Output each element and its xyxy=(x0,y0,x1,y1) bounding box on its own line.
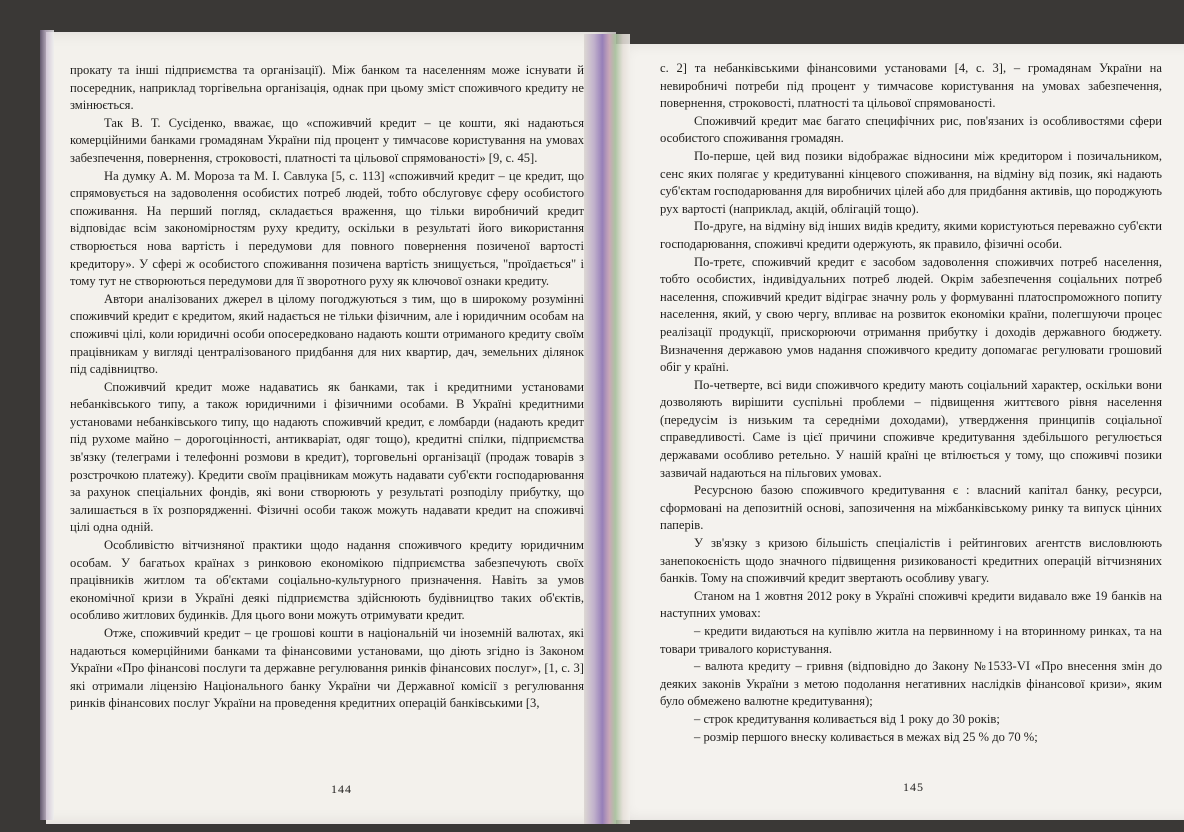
paragraph: Отже, споживчий кредит – це грошові кошти в національній чи іноземній валютах, які надаються комерційними банками та фінансовими установами, що діють згідно із Законом України «Про фінансові послуги та державне регулювання ринків фінансових послуг», [1, с. 3] які отримали ліцензію Національного банку України чи Державної комісії з регулювання ринків фінансових послуг України на проведення кредитних операцій банківськими [3, xyxy=(70,626,584,711)
paragraph: Ресурсною базою споживчого кредитування є : власний капітал банку, ресурси, сформовані на депозитній основі, запозичення на міжбанківському ринку та випуск цінних паперів. xyxy=(660,483,1162,533)
paragraph: Споживчий кредит може надаватись як банками, так і кредитними установами небанківського типу, а також юридичними і фізичними особами. В Україні кредитними установами небанківського типу, що надають споживчий кредит, є ломбарди (надають кредит під рухоме майно – дорогоцінності, антикваріат, одяг тощо), кредитні спілки, підприємства зв'язку (телеграми і телефонні розмови в кредит), торговельні організації (продаж товарів з розстрочкою платежу). Кредити своїм працівникам можуть надавати суб'єкти господарювання за рахунок спеціальних фондів, які вони створюють у результаті розподілу прибутку, що залишається в їх розпорядженні. Фізичні особи також можуть надавати кредит на споживчі цілі одна одній. xyxy=(70,379,584,535)
page-edge-shadow xyxy=(40,30,54,820)
paragraph: По-четверте, всі види споживчого кредиту мають соціальний характер, оскільки вони дозволяють вирішити суспільні проблеми – підвищення життєвого рівня населення (передусім із низьким та середніми доходами), утвердження принципів соціальної справедливості. Саме із цієї причини споживче кредитування здебільшого регулюється державами особливо ретельно. У нашій країні це втілюється у тому, що споживчі позики зазвичай надаються на пільгових умовах. xyxy=(660,377,1162,480)
page-number-right: 145 xyxy=(903,780,924,794)
paragraph: Споживчий кредит має багато специфічних рис, пов'язаних із особливостями сфери особистого споживання громадян. xyxy=(660,113,1162,146)
paragraph: прокату та інші підприємства та організації). Між банком та населенням може існувати й посередник, наприклад торгівельна організація, однак при цьому зміст споживчого кредиту не змінюється. xyxy=(70,63,584,113)
paragraph: с. 2] та небанківськими фінансовими установами [4, с. 3], – громадянам України на невиробничі потреби під процент у тимчасове користування на умовах забезпечення, повернення, строковості, платності та цільової спрямованості. xyxy=(660,61,1162,111)
page-number-left: 144 xyxy=(331,782,352,796)
paragraph: По-друге, на відміну від інших видів кредиту, якими користуються переважно суб'єкти господарювання, споживчі кредити одержують, як правило, фізичні особи. xyxy=(660,219,1162,251)
paragraph: По-третє, споживчий кредит є засобом задоволення споживчих потреб населення, тобто особистих, індивідуальних потреб людей. Окрім забезпечення соціальних потреб населення, споживчий кредит відіграє значну роль у формуванні платоспроможного попиту населення, який, у свою чергу, впливає на розвиток економіки країни, полегшуючи процес реалізації продукції, прискорюючи отримання прибутку і доходів державного бюджету. Визначення державою умов надання споживчого кредиту допомагає регулювати грошовий обіг у країні. xyxy=(660,254,1162,375)
list-item: – розмір першого внеску коливається в межах від 25 % до 70 %; xyxy=(694,729,1038,744)
left-page-text xyxy=(70,62,584,713)
paragraph: Так В. Т. Сусіденко, вважає, що «споживчий кредит – це кошти, які надаються комерційними банками громадянам України під процент у тимчасове користування на умовах забезпечення, повернення, строковості, платності та цільової спрямованості» [9, с. 45]. xyxy=(70,115,584,165)
paragraph: Станом на 1 жовтня 2012 року в Україні споживчі кредити видавало вже 19 банків на наступних умовах: xyxy=(660,588,1162,621)
list-item: – строк кредитування коливається від 1 року до 30 років; xyxy=(694,711,1000,726)
paragraph: Автори аналізованих джерел в цілому погоджуються з тим, що в широкому розумінні споживчий кредит є кредитом, який надається не тільки фізичним, але і юридичним особам на споживчі цілі, коли юридичні особи опосередковано надають кошти отриманого кредиту своїм працівникам у вигляді централізованого придбання для них квартир, дач, земельних ділянок під садівництво. xyxy=(70,291,584,377)
paragraph: Особливістю вітчизняної практики щодо надання споживчого кредиту юридичним особам. У багатьох країнах з ринковою економікою підприємства забезпечують своїх працівників житлом та об'єктами соціально-культурного призначення. Навіть за умов економічної кризи в Україні деякі підприємства здійснюють будівництво таких об'єктів, особливо житлових будинків. Для цього вони можуть отримувати кредит. xyxy=(70,538,584,623)
right-page-text xyxy=(660,60,1162,746)
paragraph: У зв'язку з кризою більшість спеціалістів і рейтингових агентств висловлюють занепокоєність щодо значного підвищення ризикованості кредитних операцій вітчизняних банків. Тому на споживчий кредит звертають особливу увагу. xyxy=(660,536,1162,586)
list-item: – валюта кредиту – гривня (відповідно до Закону №1533-VI «Про внесення змін до деяких законів України з метою подолання негативних наслідків фінансової кризи», яким було обмежено валютне кредитування); xyxy=(660,659,1162,709)
book-gutter xyxy=(584,34,630,824)
list-item: – кредити видаються на купівлю житла на первинному і на вторинному ринках, та на товари тривалого користування. xyxy=(660,624,1162,656)
paragraph: По-перше, цей вид позики відображає відносини між кредитором і позичальником, сенс яких полягає у кредитуванні кінцевого споживання, на відміну від позик, які надають суб'єктам господарювання для виробничих цілей або для придбання активів, що породжують рух вартості (наприклад, акцій, облігацій тощо). xyxy=(660,148,1162,216)
paragraph: На думку А. М. Мороза та М. І. Савлука [5, с. 113] «споживчий кредит – це кредит, що спрямовується на задоволення особистих потреб людей, тобто обслуговує сферу особистого споживання. На перший погляд, складається враження, що тільки виробничий кредит відповідає всім закономірностям руху кредиту, оскільки в результаті його використання створюється нова вартість і передумови для повного повернення позиченої вартості кредитору». У сфері ж особистого споживання позичена вартість знищується, "проїдається" і тому тут не створюються передумови для її зворотного руху як ключової ознаки кредиту. xyxy=(70,168,584,289)
